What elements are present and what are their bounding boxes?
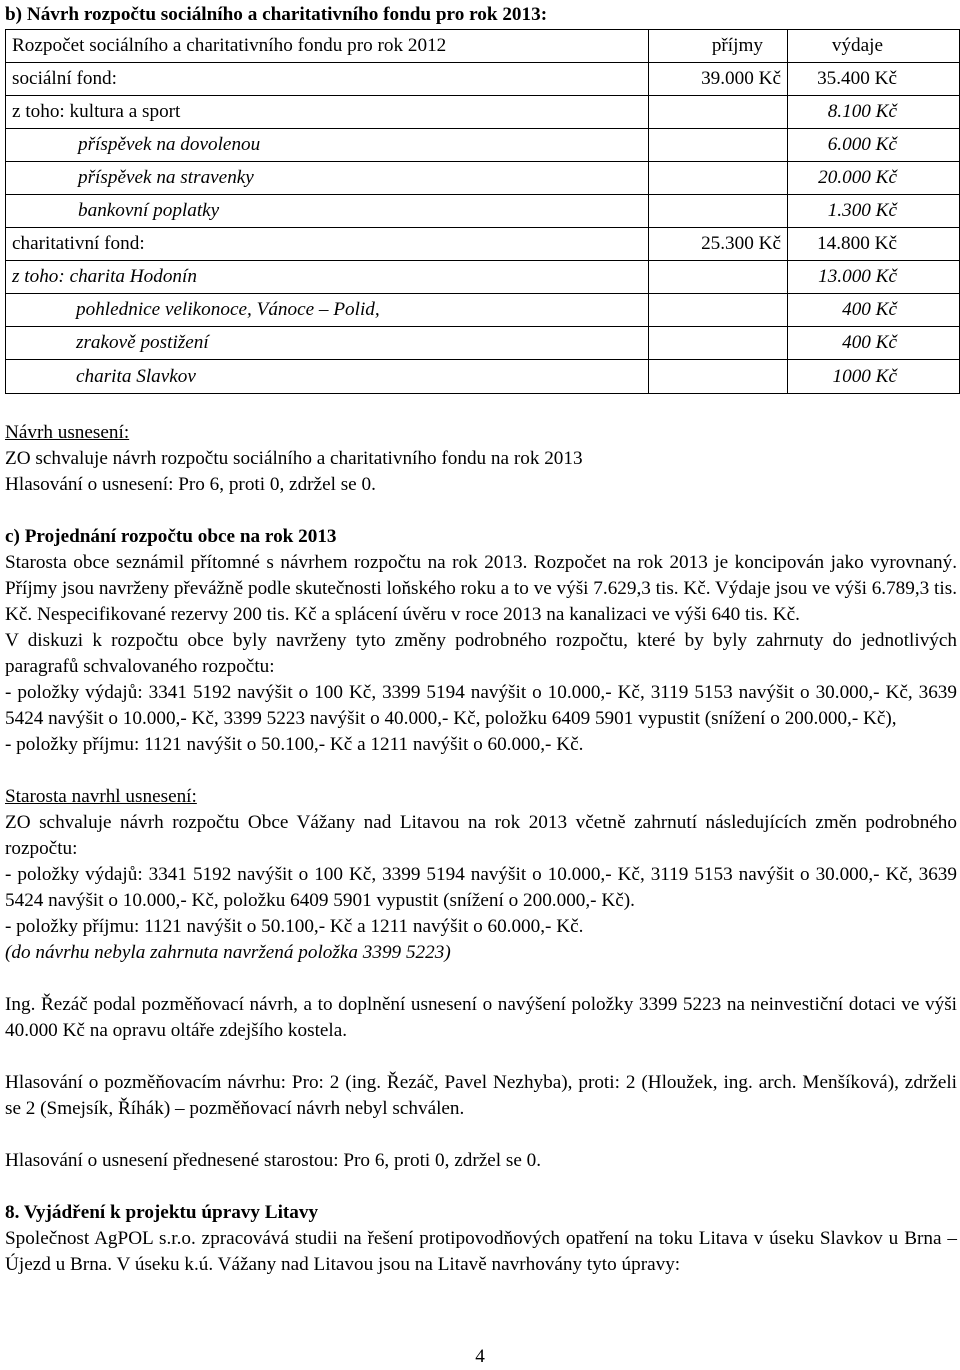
row-income [649,96,788,129]
row-expense: 1000 Kč [788,360,960,394]
paragraph: V diskuzi k rozpočtu obce byly navrženy tyto změny podrobného rozpočtu, které by byly zahrnuty do jednotlivých paragrafů schvalovaného rozpočtu: [5,630,957,677]
paragraph: (do návrhu nebyla zahrnuta navržená položka 3399 5223) [5,942,451,963]
paragraph: ZO schvaluje návrh rozpočtu Obce Vážany nad Litavou na rok 2013 včetně zahrnutí následujících změn podrobného rozpočtu: [5,812,957,859]
paragraph: - položky příjmu: 1121 navýšit o 50.100,- Kč a 1211 navýšit o 60.000,- Kč. [5,734,584,755]
paragraph: - položky výdajů: 3341 5192 navýšit o 100 Kč, 3399 5194 navýšit o 10.000,- Kč, 3119 5153 navýšit o 30.000,- Kč, 3639 5424 navýšit o 10.000,- Kč, položku 6409 5901 vypustit (snížení o 200.000,- Kč). [5,864,957,911]
table-row [6,63,960,96]
table-row [6,162,960,195]
row-income [649,360,788,394]
row-income [649,162,788,195]
table-row [6,261,960,294]
document-page [5,2,957,1278]
resolution-label: Návrh usnesení: [5,422,130,443]
paragraph: - položky výdajů: 3341 5192 navýšit o 100 Kč, 3399 5194 navýšit o 10.000,- Kč, 3119 5153 navýšit o 30.000,- Kč, 3639 5424 navýšit o 10.000,- Kč, 3399 5223 navýšit o 40.000,- Kč, položku 6409 5901 vypustit (snížení o 200.000,- Kč), [5,682,957,729]
row-label: pohlednice velikonoce, Vánoce – Polid, [6,294,649,327]
row-label: charita Slavkov [6,360,649,394]
table-header-row [6,30,960,63]
row-expense: 13.000 Kč [788,261,960,294]
row-income: 39.000 Kč [649,63,788,96]
row-label: sociální fond: [6,63,649,96]
row-label: bankovní poplatky [6,195,649,228]
row-expense: 35.400 Kč [788,63,960,96]
row-income [649,327,788,360]
paragraph: Hlasování o pozměňovacím návrhu: Pro: 2 (ing. Řezáč, Pavel Nezhyba), proti: 2 (Hloužek, ing. arch. Menšíková), zdrželi se 2 (Smejsík, Říhák) – pozměňovací návrh nebyl schválen. [5,1072,957,1119]
table-row [6,327,960,360]
row-expense: 400 Kč [788,294,960,327]
row-label: příspěvek na dovolenou [6,129,649,162]
row-expense: 20.000 Kč [788,162,960,195]
section-8-title: 8. Vyjádření k projektu úpravy Litavy [5,1202,319,1223]
table-row [6,129,960,162]
section-c-title: c) Projednání rozpočtu obce na rok 2013 [5,526,337,547]
row-label: z toho: kultura a sport [6,96,649,129]
header-income: příjmy [649,30,788,63]
table-row [6,360,960,394]
table-row [6,96,960,129]
resolution-text: ZO schvaluje návrh rozpočtu sociálního a charitativního fondu na rok 2013 [5,448,583,469]
table-row [6,195,960,228]
page-number: 4 [475,1346,485,1367]
row-expense: 400 Kč [788,327,960,360]
row-label: příspěvek na stravenky [6,162,649,195]
row-income [649,195,788,228]
row-expense: 6.000 Kč [788,129,960,162]
paragraph: Starosta obce seznámil přítomné s návrhem rozpočtu na rok 2013. Rozpočet na rok 2013 je koncipován jako vyrovnaný. Příjmy jsou navrženy převážně podle skutečnosti loňského roku a to ve výši 7.629,3 tis. Kč. Výdaje jsou ve výši 6.789,3 tis. Kč. Nespecifikované rezervy 200 tis. Kč a splácení úvěru v roce 2013 na kanalizaci ve výši 640 tis. Kč. [5,552,957,625]
header-label: Rozpočet sociálního a charitativního fondu pro rok 2012 [6,30,649,63]
table-row [6,228,960,261]
mayor-resolution-label: Starosta navrhl usnesení: [5,786,197,807]
section-b-title: b) Návrh rozpočtu sociálního a charitativního fondu pro rok 2013: [5,4,548,25]
row-income [649,294,788,327]
vote-text: Hlasování o usnesení: Pro 6, proti 0, zdržel se 0. [5,474,376,495]
header-expense: výdaje [788,30,960,63]
row-income: 25.300 Kč [649,228,788,261]
paragraph: - položky příjmu: 1121 navýšit o 50.100,- Kč a 1211 navýšit o 60.000,- Kč. [5,916,584,937]
row-label: charitativní fond: [6,228,649,261]
row-label: z toho: charita Hodonín [6,261,649,294]
paragraph: Hlasování o usnesení přednesené starostou: Pro 6, proti 0, zdržel se 0. [5,1150,542,1171]
budget-table [5,29,960,394]
row-expense: 8.100 Kč [788,96,960,129]
paragraph: Společnost AgPOL s.r.o. zpracovává studii na řešení protipovodňových opatření na toku Litava v úseku Slavkov u Brna – Újezd u Brna. V úseku k.ú. Vážany nad Litavou jsou na Litavě navrhovány tyto úpravy: [5,1228,957,1275]
row-income [649,129,788,162]
table-row [6,294,960,327]
row-label: zrakově postižení [6,327,649,360]
row-expense: 1.300 Kč [788,195,960,228]
row-expense: 14.800 Kč [788,228,960,261]
row-income [649,261,788,294]
paragraph: Ing. Řezáč podal pozměňovací návrh, a to doplnění usnesení o navýšení položky 3399 5223 na neinvestiční dotaci ve výši 40.000 Kč na opravu oltáře zdejšího kostela. [5,994,957,1041]
